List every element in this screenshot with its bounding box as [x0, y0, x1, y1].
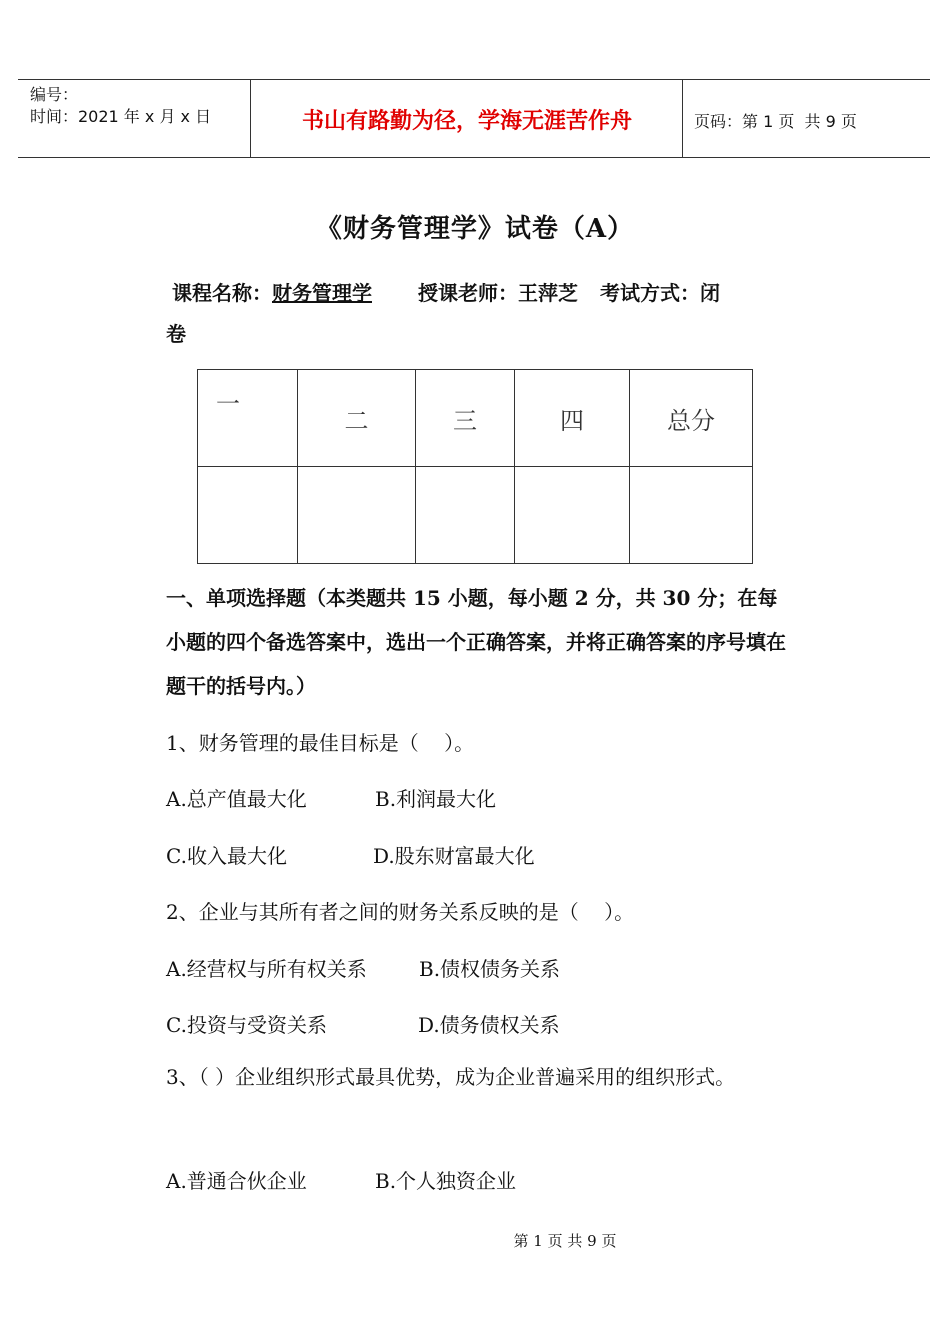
header-page-label: 页码：第 1 页 共 9 页: [694, 112, 857, 131]
exam-title: 《财务管理学》试卷（A）: [315, 214, 635, 244]
time-label: 时间：2021 年 x 月 x 日: [30, 107, 212, 126]
score-table: [197, 369, 753, 564]
score-header-cell: 二: [298, 370, 416, 467]
header-motto: 书山有路勤为径，学海无涯苦作舟: [301, 109, 632, 134]
score-entry-row: [198, 467, 753, 564]
score-header-cell: 总分: [630, 370, 753, 467]
page-header: [18, 79, 930, 158]
header-divider: [250, 80, 251, 157]
score-entry-cell[interactable]: [198, 467, 298, 564]
option-a: A.总产值最大化: [166, 787, 307, 811]
serial-label: 编号：: [30, 85, 79, 104]
score-header-row: [198, 370, 753, 467]
score-header-cell: 三: [416, 370, 515, 467]
exam-mode-continued: 卷: [166, 322, 186, 346]
score-entry-cell[interactable]: [416, 467, 515, 564]
score-entry-cell[interactable]: [298, 467, 416, 564]
score-header-cell: 一: [198, 370, 298, 467]
option-c: C.收入最大化: [166, 844, 287, 868]
teacher-info: 授课老师：王萍芝: [418, 281, 578, 305]
page-footer: 第 1 页 共 9 页: [513, 1232, 617, 1250]
option-a: A.经营权与所有权关系: [166, 957, 367, 981]
option-b: B.利润最大化: [375, 787, 497, 811]
course-label: 课程名称：: [172, 281, 272, 305]
option-d: D.股东财富最大化: [373, 844, 535, 868]
header-divider: [682, 80, 683, 157]
option-c: C.投资与受资关系: [166, 1013, 327, 1037]
course-info: [172, 277, 720, 306]
question-stem: 2、企业与其所有者之间的财务关系反映的是（ ）。: [166, 900, 635, 924]
option-b: B.个人独资企业: [375, 1169, 517, 1193]
option-a: A.普通合伙企业: [166, 1169, 307, 1193]
exam-mode: 考试方式：闭: [600, 281, 720, 305]
question-stem: 1、财务管理的最佳目标是（ ）。: [166, 731, 475, 755]
option-b: B.债权债务关系: [419, 957, 561, 981]
header-meta: [30, 84, 211, 128]
score-header-cell: 四: [515, 370, 630, 467]
question-stem: 3、（ ）企业组织形式最具优势，成为企业普遍采用的组织形式。: [166, 1065, 736, 1089]
score-entry-cell[interactable]: [630, 467, 753, 564]
section-instruction: 一、单项选择题（本类题共 15 小题，每小题 2 分，共 30 分；在每小题的四个备选答案中，选出一个正确答案，并将正确答案的序号填在题干的括号内。）: [166, 586, 786, 698]
course-name: 财务管理学: [272, 281, 372, 305]
score-entry-cell[interactable]: [515, 467, 630, 564]
option-d: D.债务债权关系: [418, 1013, 560, 1037]
